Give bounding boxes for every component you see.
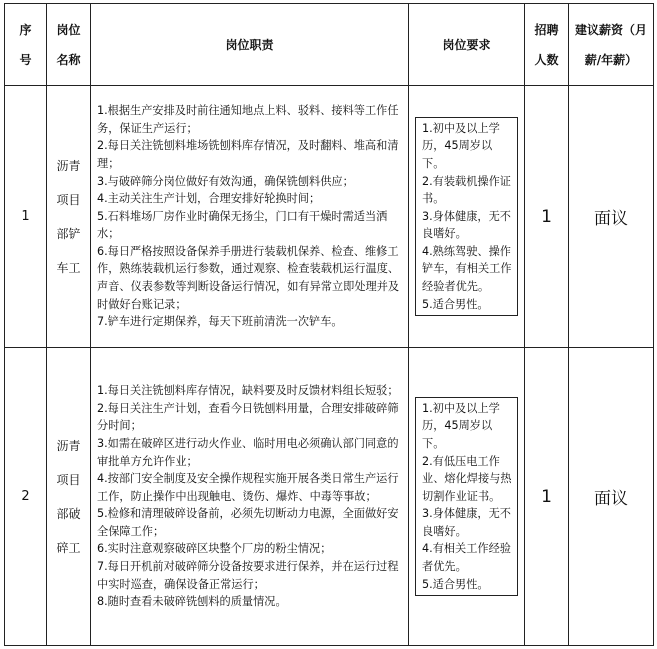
row-salary: 面议 [569,348,654,646]
row-requirements [409,348,525,646]
header-seq: 序 号 [5,4,47,86]
row-duties: 1.每日关注铣刨料库存情况，缺料要及时反馈材料组长短驳； 2.每日关注生产计划，查看今日铣刨料用量，合理安排破碎筛分时间； 3.如需在破碎区进行动火作业、临时用电必须确认部门同意的审批单方允许作业； 4.按部门安全制度及安全操作规程实施开展各类日常生产运行工作，防止操作中出现触电、烫伤、爆炸、中毒等事故； 5.检修和清理破碎设备前，必须先切断动力电源，全面做好安全保障工作； 6.实时注意观察破碎区块整个厂房的粉尘情况； 7.每日开机前对破碎筛分设备按要求进行保养，并在运行过程中实时巡查，确保设备正常运行； 8.随时查看未破碎铣刨料的质量情况。 [91,348,409,646]
row-salary: 面议 [569,86,654,348]
row-requirements [409,86,525,348]
table-row [5,86,654,348]
row-duties: 1.根据生产安排及时前往通知地点上料、驳料、接料等工作任务，保证生产运行； 2.每日关注铣刨料堆场铣刨料库存情况，及时翻料、堆高和清理； 3.与破碎筛分岗位做好有效沟通，确保铣刨料供应； 4.主动关注生产计划，合理安排好轮换时间； 5.石料堆场厂房作业时确保无扬尘，门口有干燥时需适当洒水； 6.每日严格按照设备保养手册进行装载机保养、检查、维修工作，熟练装载机运行参数，通过观察、检查装载机运行温度、声音、仪表参数等判断设备运行情况，如有异常立即处理并及时做好台账记录； 7.铲车进行定期保养，每天下班前清洗一次铲车。 [91,86,409,348]
table-row [5,348,654,646]
requirements-box: 1.初中及以上学历，45周岁以下。 2.有装载机操作证书。 3.身体健康，无不良嗜好。 4.熟练驾驶、操作铲车，有相关工作经验者优先。 5.适合男性。 [415,117,518,317]
row-position-name: 沥青 项目 部破 碎工 [47,348,91,646]
row-seq: 2 [5,348,47,646]
header-duties: 岗位职责 [91,4,409,86]
header-requirements: 岗位要求 [409,4,525,86]
row-position-name: 沥青 项目 部铲 车工 [47,86,91,348]
requirements-box: 1.初中及以上学历，45周岁以下。 2.有低压电工作业、熔化焊接与热切割作业证书。 3.身体健康，无不良嗜好。 4.有相关工作经验者优先。 5.适合男性。 [415,397,518,597]
row-hiring-count: 1 [525,348,569,646]
header-position-name: 岗位 名称 [47,4,91,86]
job-table [4,3,654,646]
row-seq: 1 [5,86,47,348]
header-salary: 建议薪资（月 薪/年薪） [569,4,654,86]
header-row [5,4,654,86]
row-hiring-count: 1 [525,86,569,348]
header-hiring-count: 招聘 人数 [525,4,569,86]
